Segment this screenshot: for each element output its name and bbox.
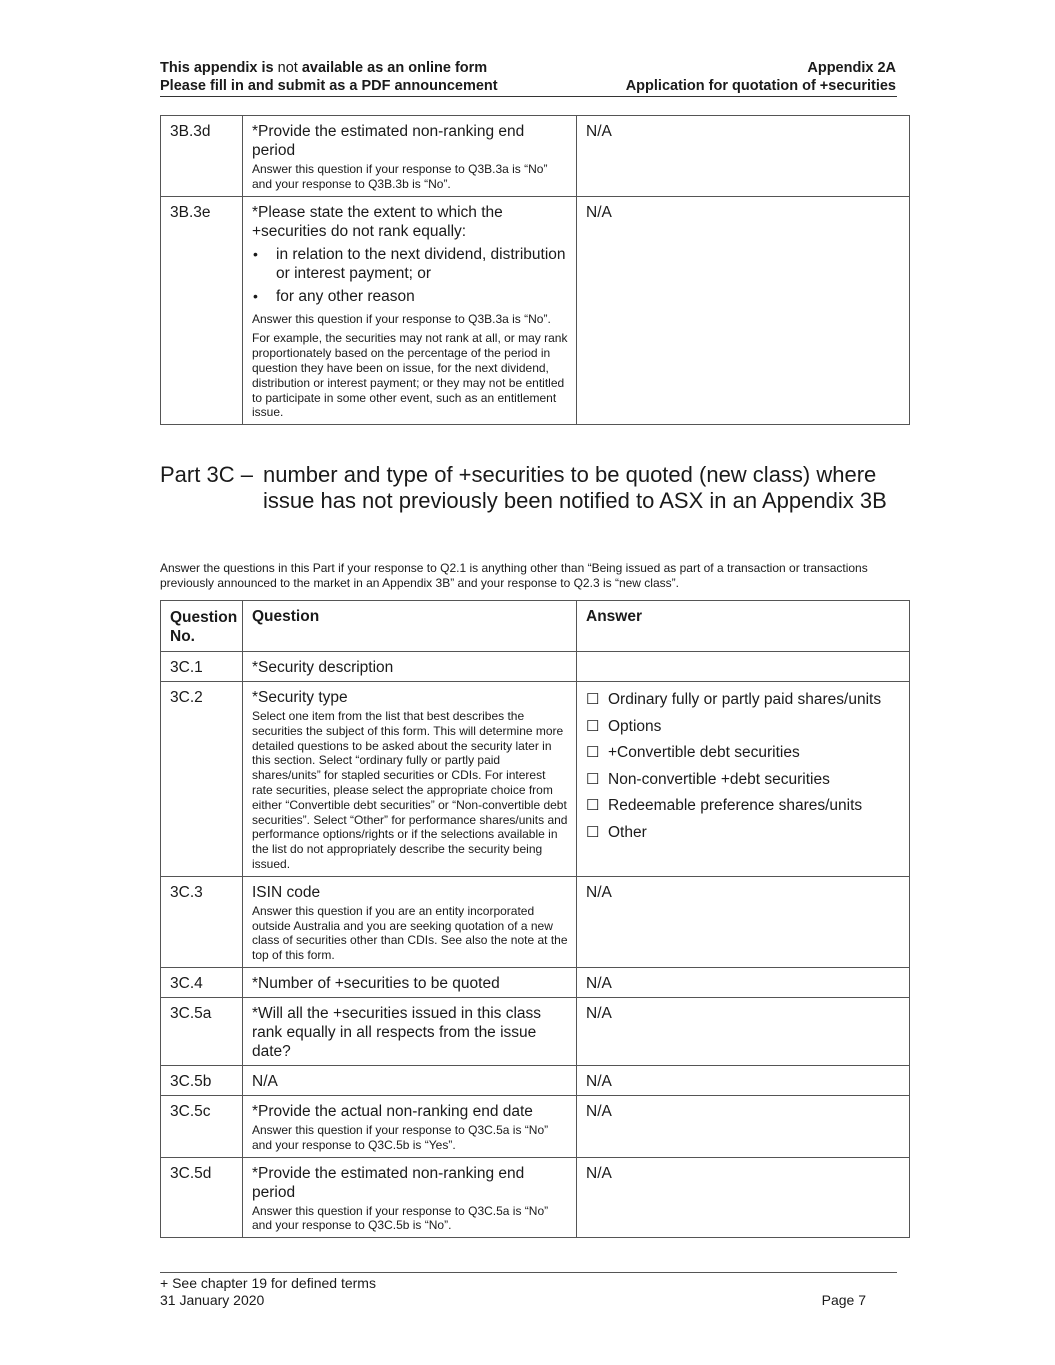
answer-cell[interactable]: N/A: [577, 967, 910, 997]
footer-page-number: Page 7: [821, 1292, 866, 1308]
question-text: *Please state the extent to which the +securities do not rank equally:: [252, 203, 503, 240]
table-row: [161, 116, 910, 197]
question-cell: [243, 876, 577, 967]
column-header-number: Question No.: [161, 601, 243, 652]
question-number: 3C.5b: [161, 1065, 243, 1095]
answer-cell[interactable]: N/A: [577, 876, 910, 967]
checkbox-icon[interactable]: ☐: [586, 797, 600, 814]
option-ordinary[interactable]: ☐ Ordinary fully or partly paid shares/units: [586, 691, 882, 708]
question-cell: [243, 1095, 577, 1157]
answer-cell[interactable]: [577, 652, 910, 682]
question-number: 3C.5c: [161, 1095, 243, 1157]
answer-cell[interactable]: N/A: [577, 196, 910, 425]
table-row: [161, 652, 910, 682]
table-row: [161, 876, 910, 967]
header-divider: [160, 96, 897, 97]
table-row: [161, 997, 910, 1065]
option-redeemable-preference[interactable]: ☐ Redeemable preference shares/units: [586, 797, 863, 814]
question-number: 3C.5d: [161, 1157, 243, 1238]
option-options[interactable]: ☐ Options: [586, 717, 662, 735]
question-text: *Provide the estimated non-ranking end period: [252, 123, 525, 159]
table-row: [161, 1095, 910, 1157]
question-cell: [243, 1157, 577, 1238]
column-header-question: Question: [243, 601, 577, 652]
question-text: *Number of +securities to be quoted: [243, 967, 577, 997]
question-text: *Security description: [243, 652, 577, 682]
checkbox-icon[interactable]: ☐: [586, 744, 600, 761]
question-cell: [243, 116, 577, 197]
answer-cell[interactable]: N/A: [577, 1065, 910, 1095]
header-right-line1: Appendix 2A: [807, 60, 896, 76]
security-type-options: [577, 682, 910, 877]
question-note: Answer this question if your response to Q3B.3a is “No”.: [252, 311, 551, 326]
question-note: Answer this question if you are an entity incorporated outside Australia and you are seeking quotation of a new class of securities other than CDIs. See also the note at the top of this form.: [252, 903, 568, 963]
bullet-item: • for any other reason: [253, 287, 415, 305]
bullet-icon: •: [253, 245, 258, 262]
question-text: ISIN code: [252, 883, 321, 901]
option-convertible-debt[interactable]: ☐ +Convertible debt securities: [586, 744, 800, 761]
answer-cell[interactable]: N/A: [577, 116, 910, 197]
question-note: Answer this question if your response to Q3C.5a is “No” and your response to Q3C.5b is “Yes”.: [252, 1122, 549, 1152]
question-note: For example, the securities may not rank at all, or may rank proportionately based on the percentage of the period in question they have been on issue, for the next dividend, distribution or interest payment; or they may not be entitled to participate in some other event, such as an entitlement issue.: [252, 331, 568, 420]
page-header: [160, 59, 896, 95]
question-number: 3B.3e: [161, 196, 243, 425]
question-text: *Provide the estimated non-ranking end period: [252, 1164, 525, 1201]
question-text: *Security type: [252, 689, 348, 706]
question-note: Answer this question if your response to Q3C.5a is “No” and your response to Q3C.5b is “No”.: [252, 1203, 549, 1233]
table-row: [161, 1065, 910, 1095]
header-left-line2: Please fill in and submit as a PDF announcement: [160, 78, 498, 94]
option-non-convertible-debt[interactable]: ☐ Non-convertible +debt securities: [586, 770, 830, 788]
header-left-line1: This appendix is not available as an online form: [160, 60, 488, 76]
part3c-intro: Answer the questions in this Part if your response to Q2.1 is anything other than “Being issued as part of a transaction or transactions previously announced to the market in an Appendix 3B” and your response to Q2.3 is “new class”.: [160, 561, 868, 590]
table-row: [161, 1157, 910, 1238]
question-text: *Provide the actual non-ranking end date: [252, 1102, 533, 1120]
table-row: [161, 967, 910, 997]
bullet-icon: •: [253, 287, 258, 304]
footer-divider: [160, 1272, 897, 1273]
question-number: 3B.3d: [161, 116, 243, 197]
answer-cell[interactable]: N/A: [577, 997, 910, 1065]
table-row: [161, 682, 910, 877]
part3c-table: [160, 600, 910, 1238]
table-row: [161, 196, 910, 425]
option-other[interactable]: ☐ Other: [586, 823, 647, 841]
question-cell: [243, 682, 577, 877]
question-number: 3C.3: [161, 876, 243, 967]
question-note: Answer this question if your response to Q3B.3a is “No” and your response to Q3B.3b is “No”.: [252, 162, 548, 191]
answer-cell[interactable]: N/A: [577, 1095, 910, 1157]
question-text: N/A: [243, 1065, 577, 1095]
checkbox-icon[interactable]: ☐: [586, 823, 600, 841]
table-header-row: [161, 601, 910, 652]
part3b-table: [160, 115, 910, 425]
answer-cell[interactable]: N/A: [577, 1157, 910, 1238]
column-header-answer: Answer: [577, 601, 910, 652]
question-note: Select one item from the list that best describes the securities the subject of this form. This will determine more detailed questions to be asked about the security later in this section. Select “ordinary fully or partly paid shares/units” for stapled securities or CDIs. For interest rate securities, please select the appropriate choice from either “Convertible debt securities” or “Non-convertible debt securities”. Select “Other” for performance shares/units and performance options/rights or if the selections available in the list do not appropriately describe the security being issued.: [252, 709, 568, 871]
question-number: 3C.5a: [161, 997, 243, 1065]
part3c-heading: [160, 462, 900, 514]
checkbox-icon[interactable]: ☐: [586, 770, 600, 788]
question-cell: [243, 196, 577, 425]
checkbox-icon[interactable]: ☐: [586, 691, 600, 708]
checkbox-icon[interactable]: ☐: [586, 717, 600, 735]
part-title: number and type of +securities to be quoted (new class) where issue has not previously been notified to ASX in an Appendix 3B: [263, 462, 887, 513]
page-footer: [160, 1275, 866, 1309]
question-text: *Will all the +securities issued in this class rank equally in all respects from the issue date?: [243, 997, 577, 1065]
footer-defined-terms: + See chapter 19 for defined terms: [160, 1275, 376, 1291]
question-number: 3C.4: [161, 967, 243, 997]
header-right-line2: Application for quotation of +securities: [625, 78, 896, 94]
question-number: 3C.2: [161, 682, 243, 877]
footer-date: 31 January 2020: [160, 1292, 265, 1308]
question-number: 3C.1: [161, 652, 243, 682]
bullet-item: • in relation to the next dividend, distribution or interest payment; or: [253, 245, 566, 282]
part-label: Part 3C –: [160, 462, 253, 487]
